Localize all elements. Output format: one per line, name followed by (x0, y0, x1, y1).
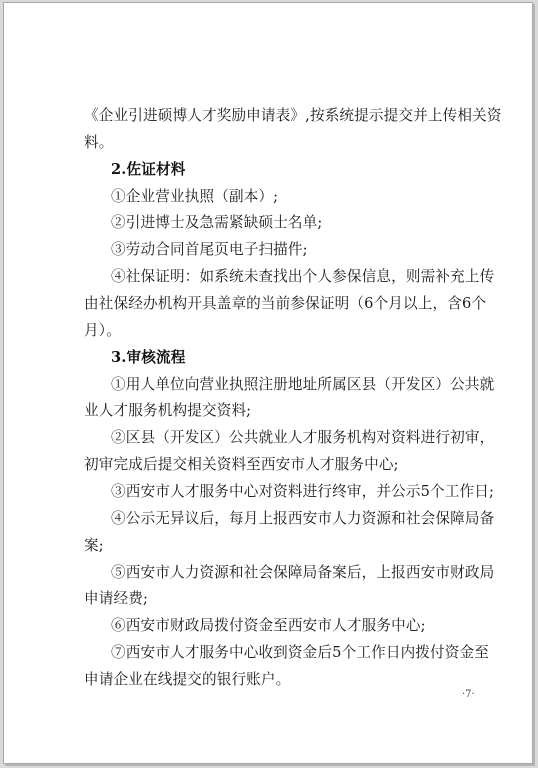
list-item: ④公示无异议后，每月上报西安市人力资源和社会保障局备 (111, 510, 495, 527)
section-heading: 2.佐证材料 (111, 161, 186, 178)
paragraph-line: 《企业引进硕博人才奖励申请表》,按系统提示提交并上传相关资 (84, 107, 502, 124)
paragraph-line: 业人才服务机构提交资料; (84, 402, 252, 419)
list-item: ①用人单位向营业执照注册地址所属区县（开发区）公共就 (111, 376, 495, 393)
paragraph-line: 申请经费; (84, 590, 149, 607)
list-item: ②区县（开发区）公共就业人才服务机构对资料进行初审， (111, 429, 495, 446)
paragraph-line: 料。 (84, 134, 114, 151)
list-item: ①企业营业执照（副本）; (111, 188, 279, 205)
list-item: ④社保证明：如系统未查找出个人参保信息，则需补充上传 (111, 268, 495, 285)
page-number: ·7· (462, 689, 475, 700)
list-item: ③劳动合同首尾页电子扫描件; (111, 241, 308, 258)
document-page (3, 2, 533, 764)
list-item: ⑦西安市人才服务中心收到资金后5个工作日内拨付资金至 (111, 644, 490, 661)
paragraph-line: 案; (84, 537, 104, 554)
list-item: ②引进博士及急需紧缺硕士名单; (111, 214, 323, 231)
list-item: ⑤西安市人力资源和社会保障局备案后，上报西安市财政局 (111, 564, 495, 581)
list-item: ③西安市人才服务中心对资料进行终审，并公示5个工作日; (111, 483, 495, 500)
paragraph-line: 由社保经办机构开具盖章的当前参保证明（6个月以上，含6个 (84, 295, 487, 312)
paragraph-line: 申请企业在线提交的银行账户。 (84, 671, 291, 688)
paragraph-line: 初审完成后提交相关资料至西安市人才服务中心; (84, 456, 399, 473)
section-heading: 3.审核流程 (111, 349, 186, 366)
paragraph-line: 月）。 (84, 322, 121, 339)
list-item: ⑥西安市财政局拨付资金至西安市人才服务中心; (111, 617, 426, 634)
